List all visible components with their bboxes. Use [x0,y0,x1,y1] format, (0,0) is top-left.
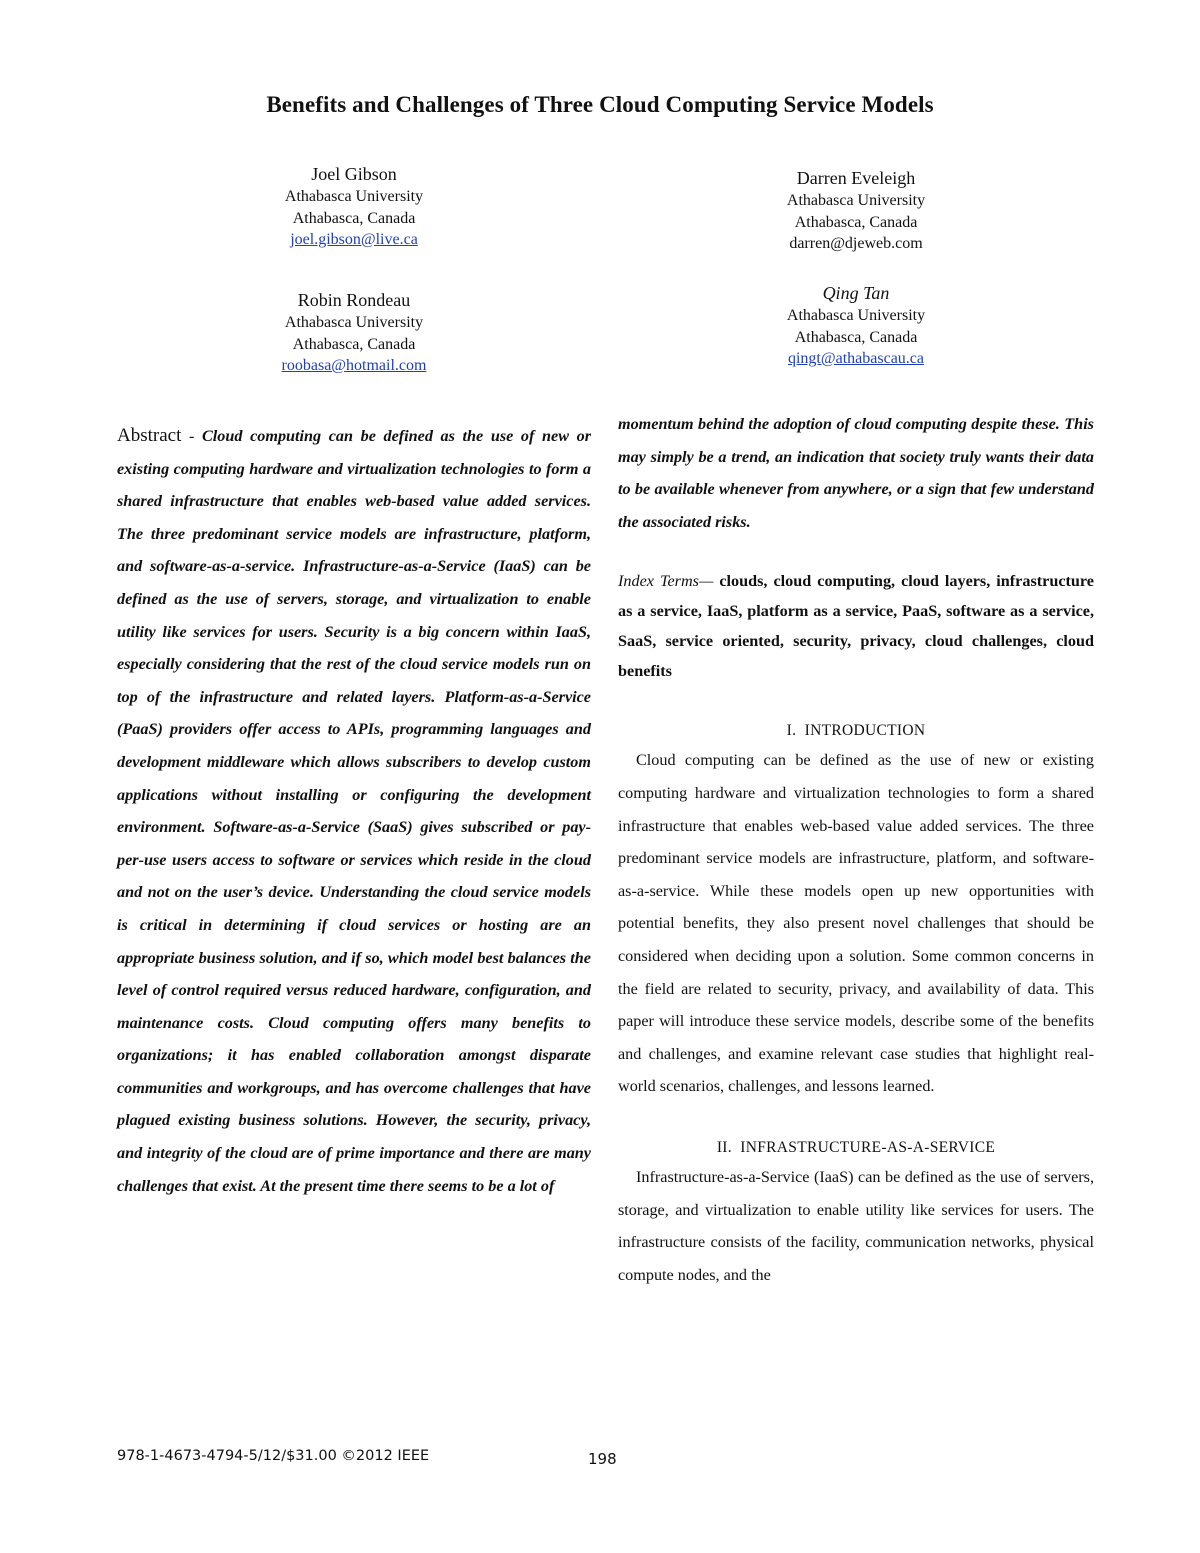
abstract-label: Abstract [117,425,182,446]
section-heading-introduction [618,722,1094,740]
paper-title: Benefits and Challenges of Three Cloud Computing Service Models [266,92,934,117]
author-name: Joel Gibson [311,164,397,184]
index-terms [618,566,1094,686]
index-terms-text: clouds, cloud computing, cloud layers, infrastructure as a service, IaaS, platform as a service, PaaS, software as a service, SaaS, service oriented, security, privacy, cloud challenges, cloud benefits [618,572,1094,681]
author-location: Athabasca, Canada [794,213,918,231]
abstract-continued: momentum behind the adoption of cloud computing despite these. This may simply be a trend, an indication that society truly wants their data to be available whenever from anywhere, or a sign that few understand the associated risks. [618,415,1094,531]
author-location: Athabasca, Canada [794,328,918,346]
abstract-text: Cloud computing can be defined as the use of new or existing computing hardware and virtualization technologies to form a shared infrastructure that enables web-based value added services. The three predominant service models are infrastructure, platform, and software-as-a-service. Infrastructure-as-a-Service (IaaS) can be defined as the use of servers, storage, and virtualization to enable utility like services for users. Security is a big concern within IaaS, especially considering that the rest of the cloud service models run on top of the infrastructure and related layers. Platform-as-a-Service (PaaS) providers offer access to APIs, programming languages and development middleware which allows subscribers to develop custom applications without installing or configuring the development environment. Software-as-a-Service (SaaS) gives subscribed or pay-per-use users access to software or services which reside in the cloud and not on the user’s device. Understanding the cloud service models is critical in determining if cloud services or hosting are an appropriate business solution, and if so, which model best balances the level of control required versus reduced hardware, configuration, and maintenance costs. Cloud computing offers many benefits to organizations; it has enabled collaboration amongst disparate communities and workgroups, and has overcome challenges that have plagued existing business solutions. However, the security, privacy, and integrity of the cloud are of prime importance and there are many challenges that exist. At the present time there seems to be a lot of [117,427,592,1195]
footer-copyright: 978-1-4673-4794-5/12/$31.00 ©2012 IEEE [117,1448,430,1464]
author-name: Darren Eveleigh [796,168,916,188]
page-number: 198 [588,1450,617,1468]
abstract [117,420,591,1202]
author-block-2 [691,166,1021,255]
author-name: Qing Tan [822,283,890,303]
abstract-dash: - [181,427,202,445]
section-first-letter: I [804,722,811,740]
iaas-paragraph: Infrastructure-as-a-Service (IaaS) can be defined as the use of servers, storage, and virtualization to enable utility like services for users. The infrastructure consists of the facility, communication networks, physical compute nodes, and the [618,1167,1094,1284]
section-number: I. [786,722,797,740]
right-column [618,408,1094,1291]
left-column [117,420,591,1202]
section-heading-iaas [618,1139,1094,1157]
author-email-link[interactable]: roobasa@hotmail.com [281,357,427,374]
author-email-link[interactable]: joel.gibson@live.ca [290,231,418,248]
author-affiliation: Athabasca University [786,192,926,209]
author-email-link[interactable]: qingt@athabascau.ca [787,350,924,367]
author-location: Athabasca, Canada [292,209,416,227]
author-email: darren@djeweb.com [789,235,923,252]
section-title: NTRODUCTION [810,722,926,740]
author-name: Robin Rondeau [297,290,411,310]
section-title: NFRASTRUCTURE-AS-A-SERVICE [745,1138,996,1156]
section-number: II. [716,1138,732,1156]
introduction-paragraph: Cloud computing can be defined as the use of new or existing computing hardware and virtualization technologies to form a shared infrastructure that enables web-based value added services. The three predominant service models are infrastructure, platform, and software-as-a-service. While these models open up new opportunities with potential benefits, they also present novel challenges that should be considered when deciding upon a solution. Some common concerns in the field are related to security, privacy, and availability of data. This paper will introduce these service models, describe some of the benefits and challenges, and examine relevant case studies that highlight real-world scenarios, challenges, and lessons learned. [618,751,1094,1096]
section-first-letter: I [740,1138,746,1156]
author-affiliation: Athabasca University [284,314,424,331]
author-affiliation: Athabasca University [786,307,926,324]
author-location: Athabasca, Canada [292,335,416,353]
author-affiliation: Athabasca University [284,188,424,205]
author-block-4 [691,281,1021,370]
author-block-3 [189,288,519,377]
index-terms-label: Index Terms— [618,572,714,591]
author-block-1 [189,162,519,251]
